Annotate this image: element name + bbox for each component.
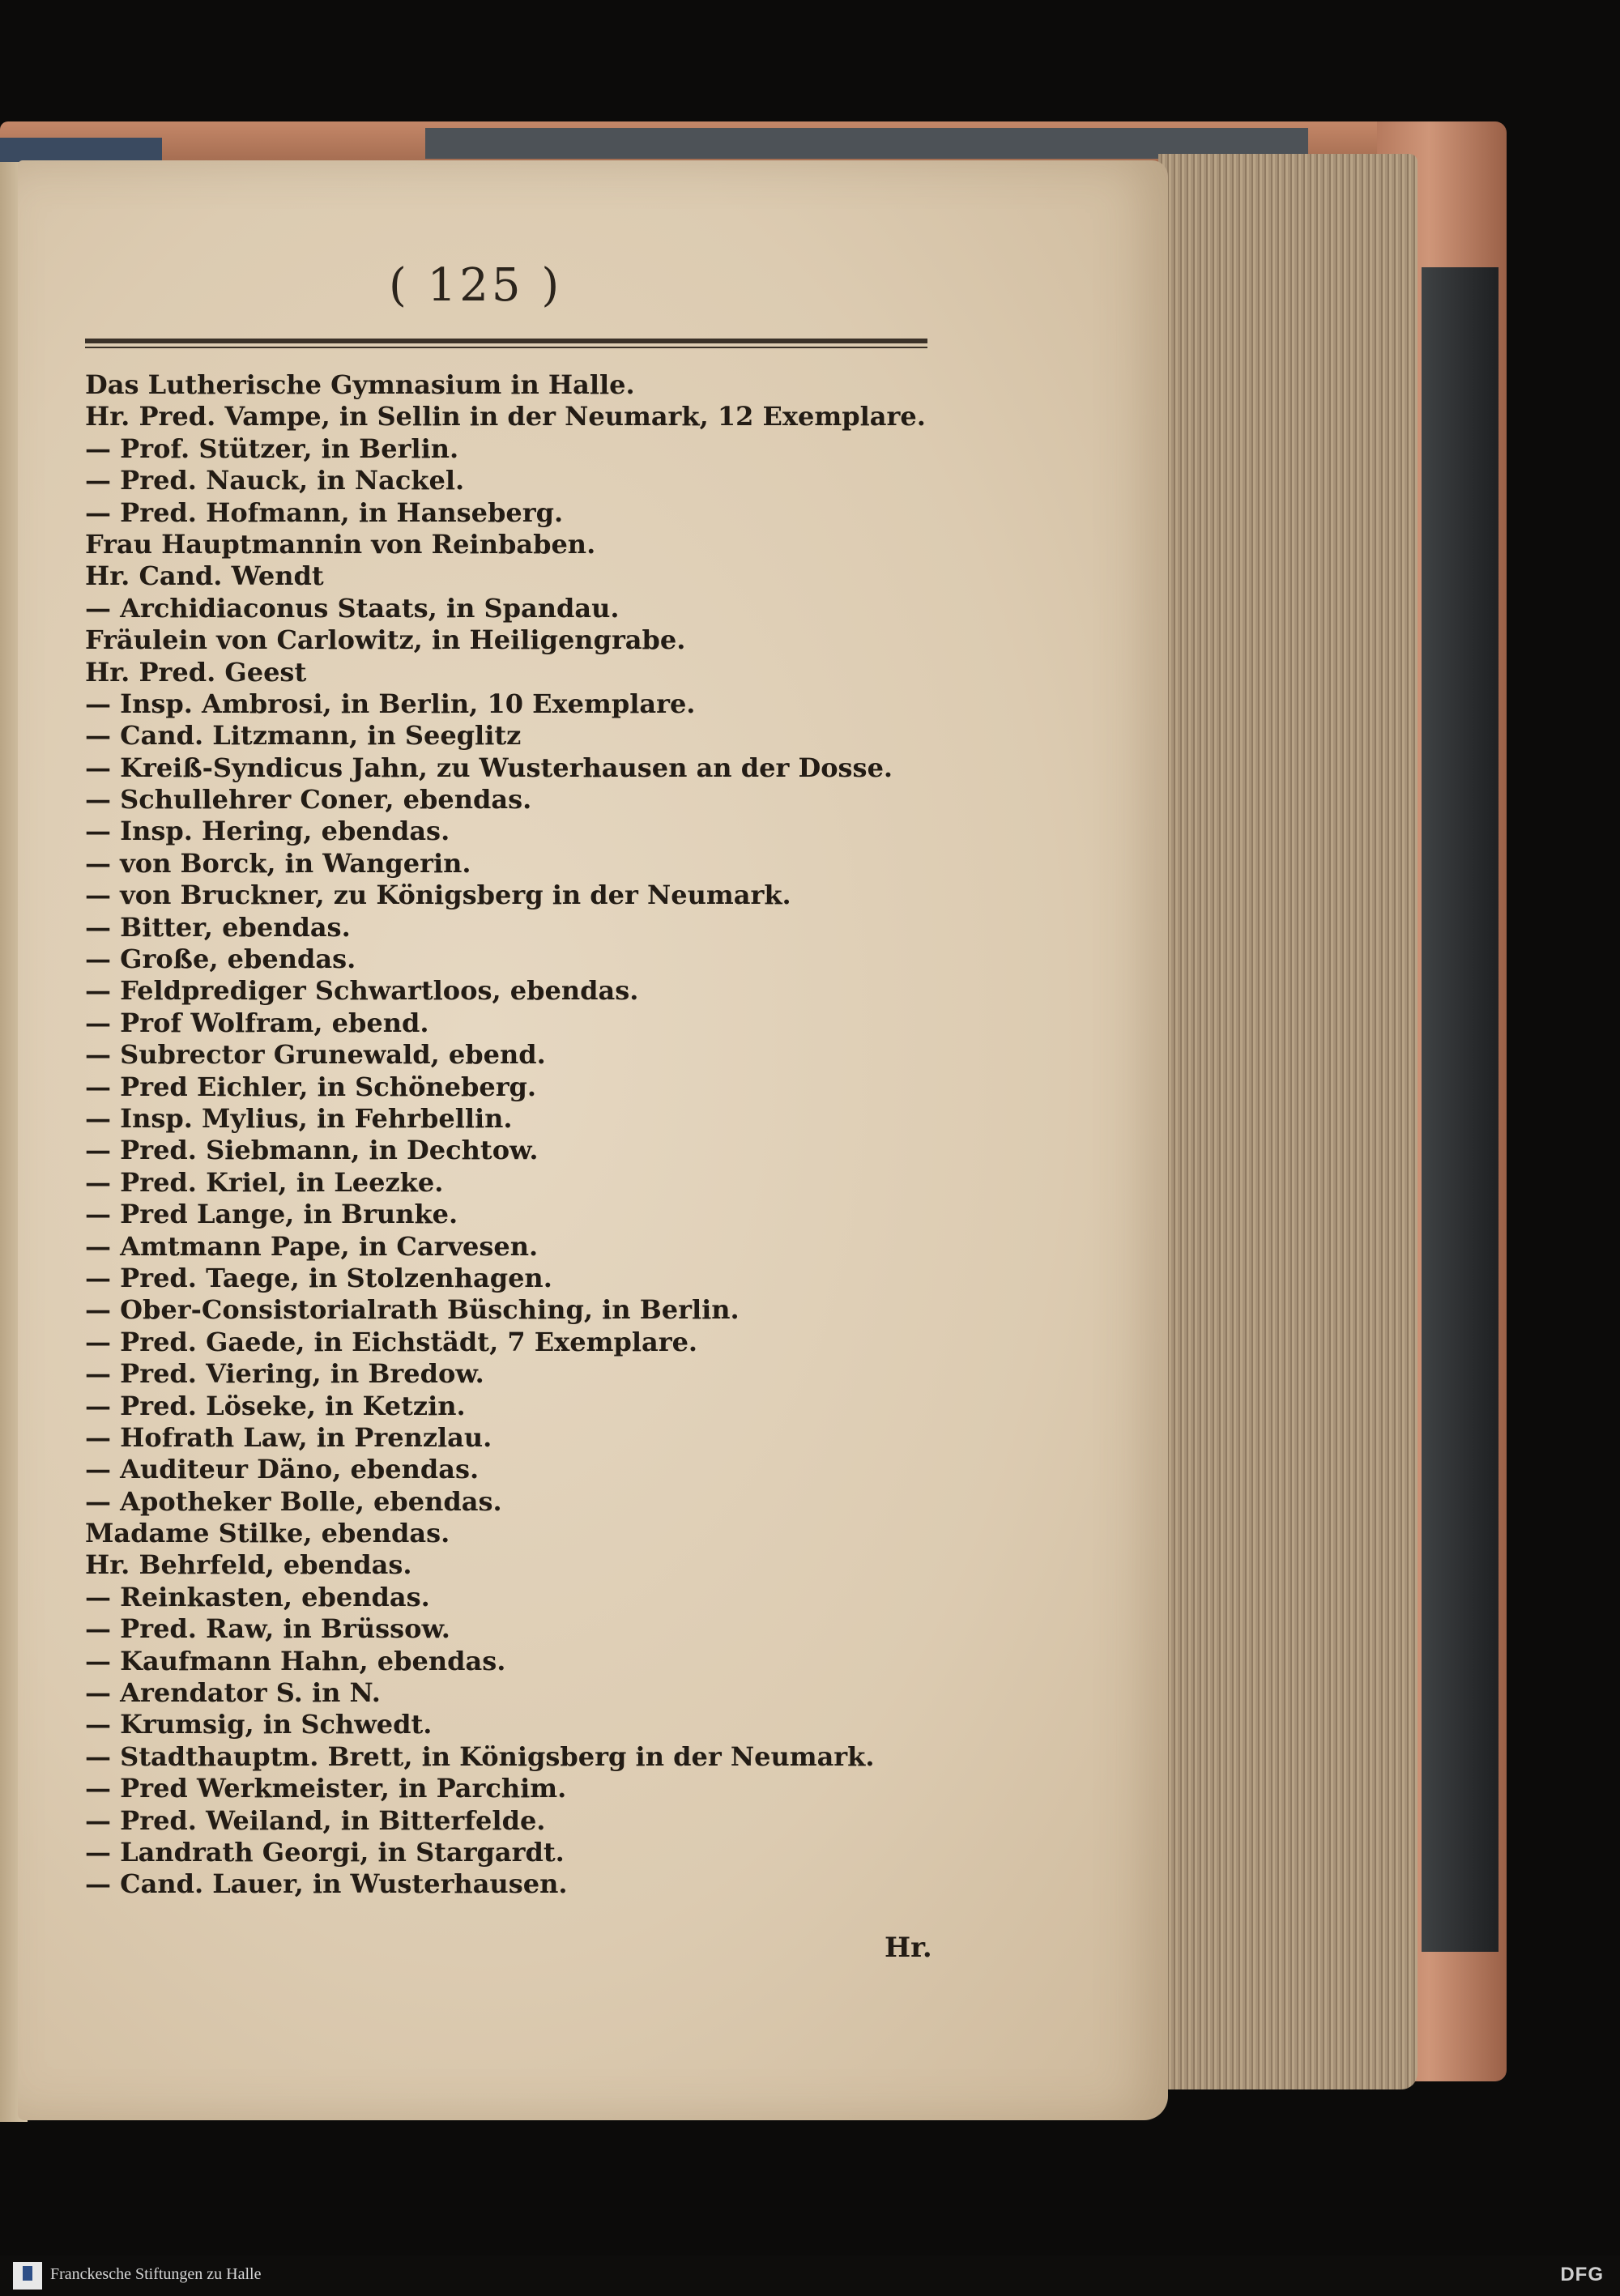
book-cover-left-strip [0, 138, 162, 162]
list-line: — Insp. Hering, ebendas. [85, 816, 450, 847]
list-line: Fräulein von Carlowitz, in Heiligengrabe. [85, 624, 686, 656]
subscriber-list [85, 369, 992, 1901]
list-line: — Pred. Viering, in Bredow. [85, 1358, 484, 1390]
list-line: — Pred. Hofmann, in Hanseberg. [85, 496, 564, 528]
institution-logo-icon [13, 2262, 42, 2290]
list-line: — von Borck, in Wangerin. [85, 847, 471, 879]
list-line: Hr. Pred. Geest [85, 656, 307, 688]
list-line: — Reinkasten, ebendas. [85, 1581, 430, 1612]
page-block-edge [1158, 154, 1418, 2089]
list-line: Hr. Cand. Wendt [85, 560, 324, 592]
list-line: — Subrector Grunewald, ebend. [85, 1039, 546, 1071]
list-line: — Insp. Ambrosi, in Berlin, 10 Exemplare. [85, 688, 696, 719]
list-line: — Pred. Taege, in Stolzenhagen. [85, 1262, 552, 1293]
list-line: — Feldprediger Schwartloos, ebendas. [85, 975, 639, 1007]
list-line: — Pred. Gaede, in Eichstädt, 7 Exemplare. [85, 1326, 698, 1357]
list-line: — Pred Werkmeister, in Parchim. [85, 1773, 567, 1804]
list-line: — Pred. Siebmann, in Dechtow. [85, 1135, 539, 1166]
list-line: — Apotheker Bolle, ebendas. [85, 1485, 502, 1517]
institution-name: Franckesche Stiftungen zu Halle [50, 2265, 262, 2283]
list-line: Madame Stilke, ebendas. [85, 1518, 450, 1549]
list-line: Frau Hauptmannin von Reinbaben. [85, 528, 596, 560]
list-line: — Stadthauptm. Brett, in Königsberg in der Neumark. [85, 1740, 875, 1772]
footer-bar [0, 2256, 1620, 2296]
page-number: ( 125 ) [389, 259, 563, 312]
book-cover-grey-panel [1422, 267, 1498, 1952]
list-line: — Kaufmann Hahn, ebendas. [85, 1645, 506, 1676]
list-line: — Ober-Consistorialrath Büsching, in Berlin. [85, 1294, 740, 1326]
list-line: — Pred. Nauck, in Nackel. [85, 465, 465, 496]
list-line: — von Bruckner, zu Königsberg in der Neumark. [85, 880, 791, 911]
list-line: — Cand. Litzmann, in Seeglitz [85, 720, 522, 752]
list-line: — Archidiaconus Staats, in Spandau. [85, 592, 620, 624]
list-line: — Pred. Löseke, in Ketzin. [85, 1390, 466, 1421]
list-line: Hr. Behrfeld, ebendas. [85, 1549, 412, 1581]
list-line: — Prof Wolfram, ebend. [85, 1007, 429, 1038]
list-line: — Pred Lange, in Brunke. [85, 1199, 458, 1230]
list-line: — Bitter, ebendas. [85, 911, 351, 943]
list-line: — Arendator S. in N. [85, 1677, 381, 1709]
logo-figure-icon [23, 2266, 32, 2281]
list-line: — Amtmann Pape, in Carvesen. [85, 1230, 539, 1262]
list-line: — Cand. Lauer, in Wusterhausen. [85, 1868, 568, 1900]
list-line: — Landrath Georgi, in Stargardt. [85, 1836, 565, 1868]
list-line: — Prof. Stützer, in Berlin. [85, 432, 459, 464]
list-line: Hr. Pred. Vampe, in Sellin in der Neumark, 12 Exemplare. [85, 401, 926, 432]
list-line: — Insp. Mylius, in Fehrbellin. [85, 1102, 513, 1134]
list-line: — Pred. Kriel, in Leezke. [85, 1166, 444, 1198]
header-rule [85, 339, 927, 343]
list-line: — Schullehrer Coner, ebendas. [85, 784, 532, 816]
list-line: — Große, ebendas. [85, 944, 356, 975]
list-line: — Kreiß-Syndicus Jahn, zu Wusterhausen an der Dosse. [85, 752, 893, 783]
catchword: Hr. [885, 1932, 932, 1964]
list-line: — Pred. Weiland, in Bitterfelde. [85, 1804, 546, 1836]
list-line: — Hofrath Law, in Prenzlau. [85, 1421, 492, 1453]
list-line: — Pred. Raw, in Brüssow. [85, 1613, 450, 1645]
list-line: — Pred Eichler, in Schöneberg. [85, 1071, 537, 1102]
header-rule-thin [85, 347, 927, 348]
list-line: Das Lutherische Gymnasium in Halle. [85, 369, 635, 400]
dfg-logo: DFG [1560, 2264, 1604, 2285]
list-line: — Auditeur Däno, ebendas. [85, 1454, 480, 1485]
list-line: — Krumsig, in Schwedt. [85, 1709, 433, 1740]
